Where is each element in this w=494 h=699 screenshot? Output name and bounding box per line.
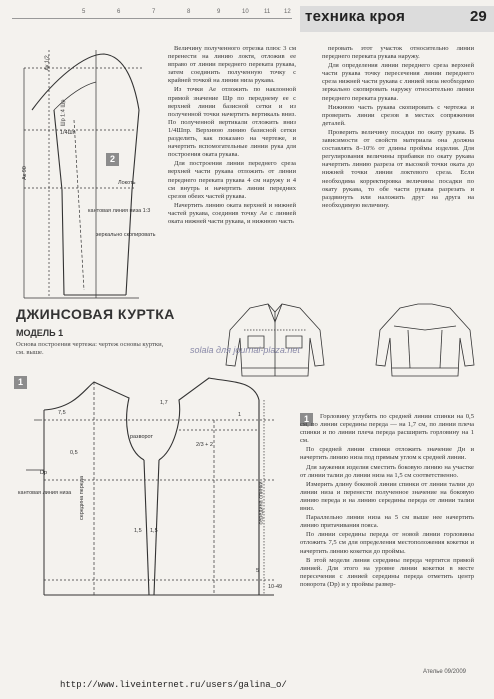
header-title: техника кроя xyxy=(305,8,406,25)
paragraph: Начертить линию оката верхней и нижней частей рукава, соединив точку Ае с линией оката нижней части рукава, и нижнюю часть xyxy=(168,201,296,225)
ruler-tick: 6 xyxy=(117,9,121,15)
pattern-label: 10-49 xyxy=(268,584,283,590)
pattern-label: кантовая линия низа xyxy=(18,490,72,496)
pattern-label: 5 xyxy=(256,568,260,574)
pattern-label: 7,5 xyxy=(58,410,66,416)
pattern-label: разворот xyxy=(130,434,154,440)
text-column-right xyxy=(322,45,474,211)
sleeve-pattern-drawing xyxy=(14,40,164,305)
ruler-tick: 11 xyxy=(264,9,271,15)
sleeve-label: зеркально скопировать xyxy=(96,232,156,238)
ruler-tick: 5 xyxy=(82,9,86,15)
figure-badge-1: 1 xyxy=(14,376,27,389)
top-ruler xyxy=(12,10,292,19)
jacket-back-illustration xyxy=(370,300,480,380)
paragraph: Для определения линии переднего среза верхней части рукава точку пересечения линии переднего среза нижней части рукава с линией низа необходимо зеркально скопировать наружу относительно линии переднего переката рукава. xyxy=(322,62,474,102)
text-column-middle xyxy=(168,45,296,227)
paragraph: Горловину углубить по средней линии спинки на 0,5 см, по линии середины переда — на 1,7 см, по линии плеча спинки и по линии плеча переда расширить горловину на 1 см. xyxy=(300,413,474,445)
paragraph: По линии середины переда от новой линии горловины отложить 7,5 см для определения местоположения кокетки и начертить линию кокетки до проймы. xyxy=(300,531,474,555)
pattern-label: 1,5 xyxy=(150,528,158,534)
paragraph: Величину полученного отрезка плюс 3 см перенести на линию локтя, отложив ее вправо от линии переднего переката рукава, затем соединить полученную точку с крайней точкой на линии низа рукава. xyxy=(168,45,296,85)
model-description: Основа построения чертежа: чертеж основы куртки, см. выше. xyxy=(16,341,164,356)
pattern-label: середина спинки xyxy=(258,481,265,525)
paragraph: Из точки Ае отложить по наклонной прямой значение Шр по переднему ее с верхней линии базисной сетки и из полученной точки начертить вертикаль вниз. По полученной вертикали отложить вниз 1/4Шпр. Верхнюю линию базисной сетки разделить, как показано на чертеже, и начертить вспомогательные линии рука для построения оката рукава. xyxy=(168,86,296,159)
source-url: http://www.liveinternet.ru/users/galina_o/ xyxy=(60,680,287,690)
ruler-tick: 10 xyxy=(242,9,249,15)
model-title: МОДЕЛЬ 1 xyxy=(16,328,64,338)
paragraph: Параллельно линии низа на 5 см выше нее начертить линию притачивания пояса. xyxy=(300,514,474,530)
figure-badge-1-text: 1 xyxy=(300,413,313,426)
paragraph: Нижнюю часть рукава скопировать с чертежа и проверить линии срезов в местах сопряжения деталей. xyxy=(322,103,474,127)
pattern-label: 1,5 xyxy=(134,528,142,534)
ruler-tick: 12 xyxy=(284,9,291,15)
page-number: 29 xyxy=(470,8,487,25)
pattern-label: Dp xyxy=(40,470,48,476)
paragraph: перовать этот участок относительно линии переднего переката рукава наружу. xyxy=(322,45,474,61)
pattern-label: 0,5 xyxy=(70,450,78,456)
paragraph: Для заужения изделия сместить боковую линию на участке от линии талии до линии низа на 1,5 см соответственно. xyxy=(300,463,474,479)
ruler-tick: 9 xyxy=(217,9,221,15)
paragraph: Измерить длину боковой линии спинки от линии талии до линии низа и перенести полученное значение на боковую линию переда и на линию середины переда от линии талии вниз. xyxy=(300,480,474,513)
pattern-label: 1,7 xyxy=(160,400,168,406)
sleeve-label: Ак 1/2 xyxy=(44,55,51,71)
sleeve-label: 1/4Шп xyxy=(60,130,76,136)
paragraph: В этой модели линия середины переда чертится прямой линией. Для этого на уровне линии кокетки в месте пересечения с линией середины переда отметить центр поворота (Dp) и у проймы развер- xyxy=(300,556,474,588)
paragraph: Проверить величину посадки по окату рукава. В зависимости от свойств материала она должна составлять 8–10% от длины проймы изделия. Для регулирования величины прибавки по окату рукава начертить линию разреза от высокой точки оката до нижней точки линии локтевого среза. Если необходима корректировка величины посадки по окату рукава, то обе части рукава разрезать и раздвинуть или наложить друг на друга на необходимую величину. xyxy=(322,128,474,209)
paragraph: По средней линии спинки отложить значение Дн и начертить линию низа под прямым углом к средней линии. xyxy=(300,446,474,462)
magazine-issue: Ателье 09/2009 xyxy=(423,669,467,675)
sleeve-label: Шр 1:4 Шр xyxy=(60,99,67,127)
pattern-label: середина переда xyxy=(79,475,86,521)
sleeve-label: кантовая линия низа 1:3 xyxy=(88,208,151,214)
ruler-tick: 7 xyxy=(152,9,156,15)
sleeve-label: Локоть xyxy=(118,180,136,186)
sleeve-label: Ак 90 xyxy=(21,166,28,180)
pattern-label: 1 xyxy=(238,412,242,418)
jacket-pattern-drawing xyxy=(14,360,294,680)
section-title: ДЖИНСОВАЯ КУРТКА xyxy=(16,306,175,322)
text-column-bottom-right xyxy=(300,413,474,590)
ruler-tick: 8 xyxy=(187,9,191,15)
figure-badge-2: 2 xyxy=(106,153,119,166)
watermark-text: solala для journal-plaza.net xyxy=(190,345,300,355)
pattern-label: 2/3 + 2 xyxy=(196,442,213,448)
paragraph: Для построения линии переднего среза верхней части рукава отложить от линии переднего переката рукава 4 см наружу и 4 см внутрь и начертить линии передних срезов обеих частей рукава. xyxy=(168,160,296,200)
